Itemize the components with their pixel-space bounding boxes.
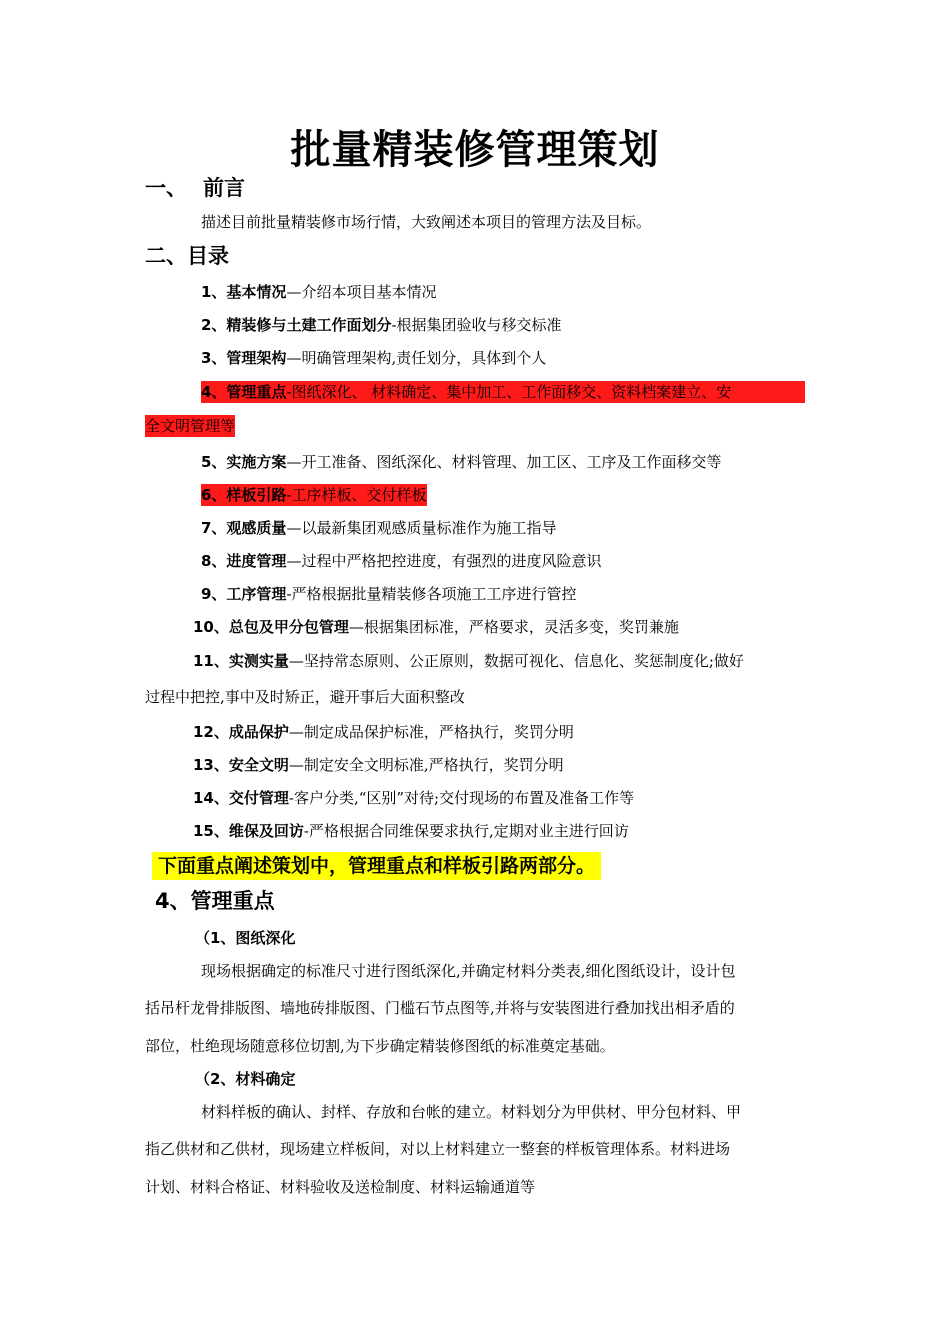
toc-item-label: 7、观感质量 [201, 519, 287, 537]
toc-item-label: 5、实施方案 [201, 453, 287, 471]
toc-item-continuation: 全文明管理等 [145, 417, 236, 435]
toc-item-label: 6、样板引路 [201, 486, 287, 504]
toc-item-label: 8、进度管理 [201, 552, 287, 570]
toc-item [193, 820, 629, 842]
highlighted-callout: 下面重点阐述策划中，管理重点和样板引路两部分。 [152, 852, 601, 880]
section-heading-preface [145, 173, 245, 203]
paragraph-line: 指乙供材和乙供材，现场建立样板间，对以上材料建立一整套的样板管理体系。材料进场 [145, 1140, 731, 1158]
toc-item-desc: —介绍本项目基本情况 [286, 283, 437, 301]
section-heading-key-points: 4、管理重点 [155, 889, 275, 913]
section-heading-toc: 二、目录 [145, 244, 229, 268]
toc-item [201, 314, 562, 336]
toc-item [201, 583, 577, 605]
toc-item [201, 281, 436, 303]
section-number: 一、 [145, 176, 187, 200]
toc-item-label: 1、基本情况 [201, 283, 287, 301]
toc-item-desc: -图纸深化、 材料确定、集中加工、工作面移交、资料档案建立、安 [286, 383, 732, 401]
toc-item-label: 14、交付管理 [193, 789, 289, 807]
toc-item-desc: -严格根据批量精装修各项施工工序进行管控 [286, 585, 577, 603]
toc-item-label: 13、安全文明 [193, 756, 289, 774]
toc-item-desc: -客户分类,“区别”对待;交付现场的布置及准备工作等 [288, 789, 635, 807]
toc-item-label: 15、维保及回访 [193, 822, 304, 840]
toc-item-label: 4、管理重点 [201, 383, 287, 401]
document-title: 批量精装修管理策划 [290, 127, 660, 173]
toc-item-label: 11、实测实量 [193, 652, 289, 670]
toc-item-desc: —明确管理架构,责任划分，具体到个人 [286, 349, 547, 367]
toc-item-desc: —开工准备、图纸深化、材料管理、加工区、工序及工作面移交等 [286, 453, 722, 471]
paragraph-line: 计划、材料合格证、材料验收及送检制度、材料运输通道等 [145, 1178, 536, 1196]
toc-item [201, 517, 556, 539]
section-title: 前言 [203, 176, 245, 200]
toc-item [193, 616, 679, 638]
toc-item-label: 3、管理架构 [201, 349, 287, 367]
toc-item-desc: -根据集团验收与移交标准 [391, 316, 562, 334]
paragraph-line: 材料样板的确认、封样、存放和台帐的建立。材料划分为甲供材、甲分包材料、甲 [201, 1103, 742, 1121]
toc-item-desc: —制定安全文明标准,严格执行，奖罚分明 [288, 756, 564, 774]
toc-item-highlighted [201, 381, 805, 403]
toc-item [193, 650, 744, 672]
paragraph-line: 现场根据确定的标准尺寸进行图纸深化,并确定材料分类表,细化图纸设计，设计包 [201, 962, 736, 980]
toc-item-desc: —坚持常态原则、公正原则，数据可视化、信息化、奖惩制度化;做好 [288, 652, 744, 670]
paragraph-line: 部位，杜绝现场随意移位切割,为下步确定精装修图纸的标准奠定基础。 [145, 1037, 615, 1055]
subsection-heading: （2、材料确定 [195, 1070, 296, 1088]
toc-item-desc: -工序样板、交付样板 [286, 486, 427, 504]
toc-item-continuation: 过程中把控,事中及时矫正，避开事后大面积整改 [145, 688, 465, 706]
paragraph-line: 括吊杆龙骨排版图、墙地砖排版图、门槛石节点图等,并将与安装图进行叠加找出相矛盾的 [145, 999, 735, 1017]
toc-item [201, 347, 546, 369]
toc-item [193, 754, 564, 776]
toc-item-desc: —制定成品保护标准，严格执行，奖罚分明 [288, 723, 574, 741]
toc-item-highlighted [201, 484, 427, 506]
toc-item-desc: —根据集团标准，严格要求，灵活多变，奖罚兼施 [348, 618, 679, 636]
toc-item [201, 550, 601, 572]
toc-item [193, 721, 574, 743]
toc-item-desc: —过程中严格把控进度，有强烈的进度风险意识 [286, 552, 602, 570]
toc-item-desc: -严格根据合同维保要求执行,定期对业主进行回访 [303, 822, 629, 840]
toc-item [193, 787, 634, 809]
toc-item-label: 2、精装修与土建工作面划分 [201, 316, 392, 334]
toc-item-label: 12、成品保护 [193, 723, 289, 741]
subsection-heading: （1、图纸深化 [195, 929, 296, 947]
toc-item-label: 9、工序管理 [201, 585, 287, 603]
preface-text: 描述目前批量精装修市场行情，大致阐述本项目的管理方法及目标。 [201, 213, 652, 231]
toc-item [201, 451, 721, 473]
toc-item-label: 10、总包及甲分包管理 [193, 618, 349, 636]
toc-item-desc: —以最新集团观感质量标准作为施工指导 [286, 519, 557, 537]
